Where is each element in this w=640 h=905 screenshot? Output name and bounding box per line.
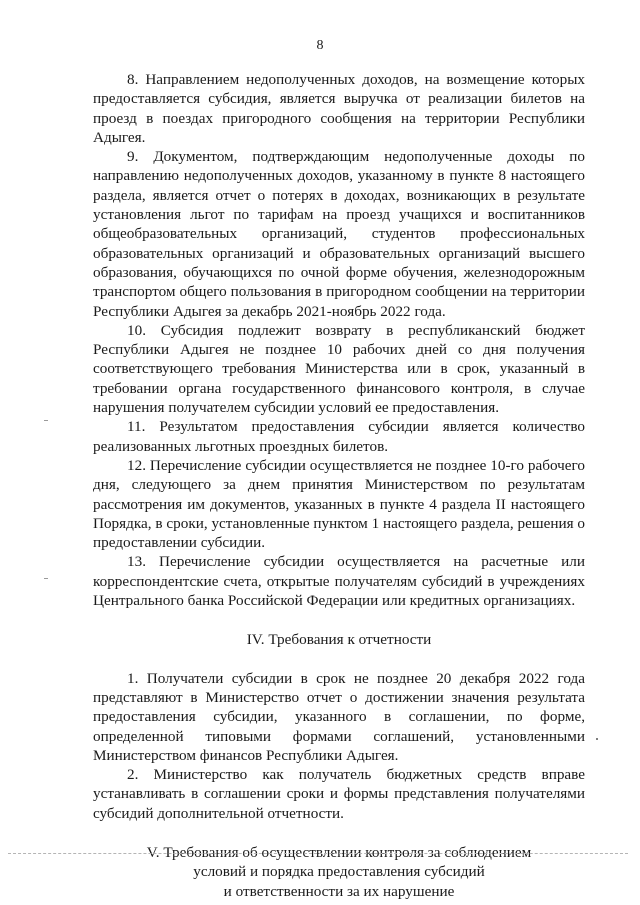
page-number: 8 xyxy=(316,38,324,53)
section-5-heading-line-1: V. Требования об осуществлении контроля за соблюдением xyxy=(146,843,532,861)
paragraph-11: 11. Результатом предоставления субсидии является количество реализованных льготных проездных билетов. xyxy=(93,418,585,455)
scan-mark xyxy=(44,578,48,579)
section-4-paragraph-1: 1. Получатели субсидии в срок не позднее 20 декабря 2022 года представляют в Министерство отчет о достижении значения результата предоставления субсидии, указанного в соглашении, по форме, определенной типовыми формами соглашений, установленными Министерством финансов Республики Адыгея. xyxy=(93,669,585,764)
scan-speck xyxy=(596,738,598,740)
paragraph-9: 9. Документом, подтверждающим недополученные доходы по направлению недополученных доходов, указанному в пункте 8 настоящего раздела, является отчет о потерях в доходах, возникающих в результате установления льгот по тарифам на проезд учащихся и воспитанников общеобразовательных организаций, студентов профессиональных образовательных организаций и образовательных организаций высшего образования, обучающихся по очной форме обучения, железнодорожным транспортом общего пользования в пригородном сообщении на территории Республики Адыгея за декабрь 2021-ноябрь 2022 года. xyxy=(93,148,585,320)
section-4-paragraph-2: 2. Министерство как получатель бюджетных средств вправе устанавливать в соглашении сроки и формы представления получателями субсидий дополнительной отчетности. xyxy=(93,766,585,822)
scan-mark xyxy=(44,420,48,421)
section-5-heading-line-3: и ответственности за их нарушение xyxy=(223,882,455,900)
paragraph-12: 12. Перечисление субсидии осуществляется не позднее 10-го рабочего дня, следующего за днем принятия Министерством по результатам рассмотрения им документов, указанных в пункте 4 раздела II настоящего Порядка, в сроки, установленные пунктом 1 настоящего раздела, решения о предоставлении субсидии. xyxy=(93,456,585,552)
section-4-heading: IV. Требования к отчетности xyxy=(246,631,432,649)
paragraph-10: 10. Субсидия подлежит возврату в республиканский бюджет Республики Адыгея не позднее 10 рабочих дней со дня получения соответствующего требования Министерства или в срок, указанный в требовании органа государственного финансового контроля, в случае нарушения получателем субсидии условий ее предоставления. xyxy=(93,321,585,417)
scan-edge-line xyxy=(8,853,628,854)
document-body xyxy=(93,70,585,901)
paragraph-13: 13. Перечисление субсидии осуществляется на расчетные или корреспондентские счета, открытые получателям субсидий в учреждениях Центрального банка Российской Федерации или кредитных организациях. xyxy=(93,553,585,610)
paragraph-8: 8. Направлением недополученных доходов, на возмещение которых предоставляется субсидия, является выручка от реализации билетов на проезд в поездах пригородного сообщения на территории Республики Адыгея. xyxy=(93,71,585,146)
section-5-heading xyxy=(93,843,585,901)
section-5-heading-line-2: условий и порядка предоставления субсидий xyxy=(193,863,485,881)
